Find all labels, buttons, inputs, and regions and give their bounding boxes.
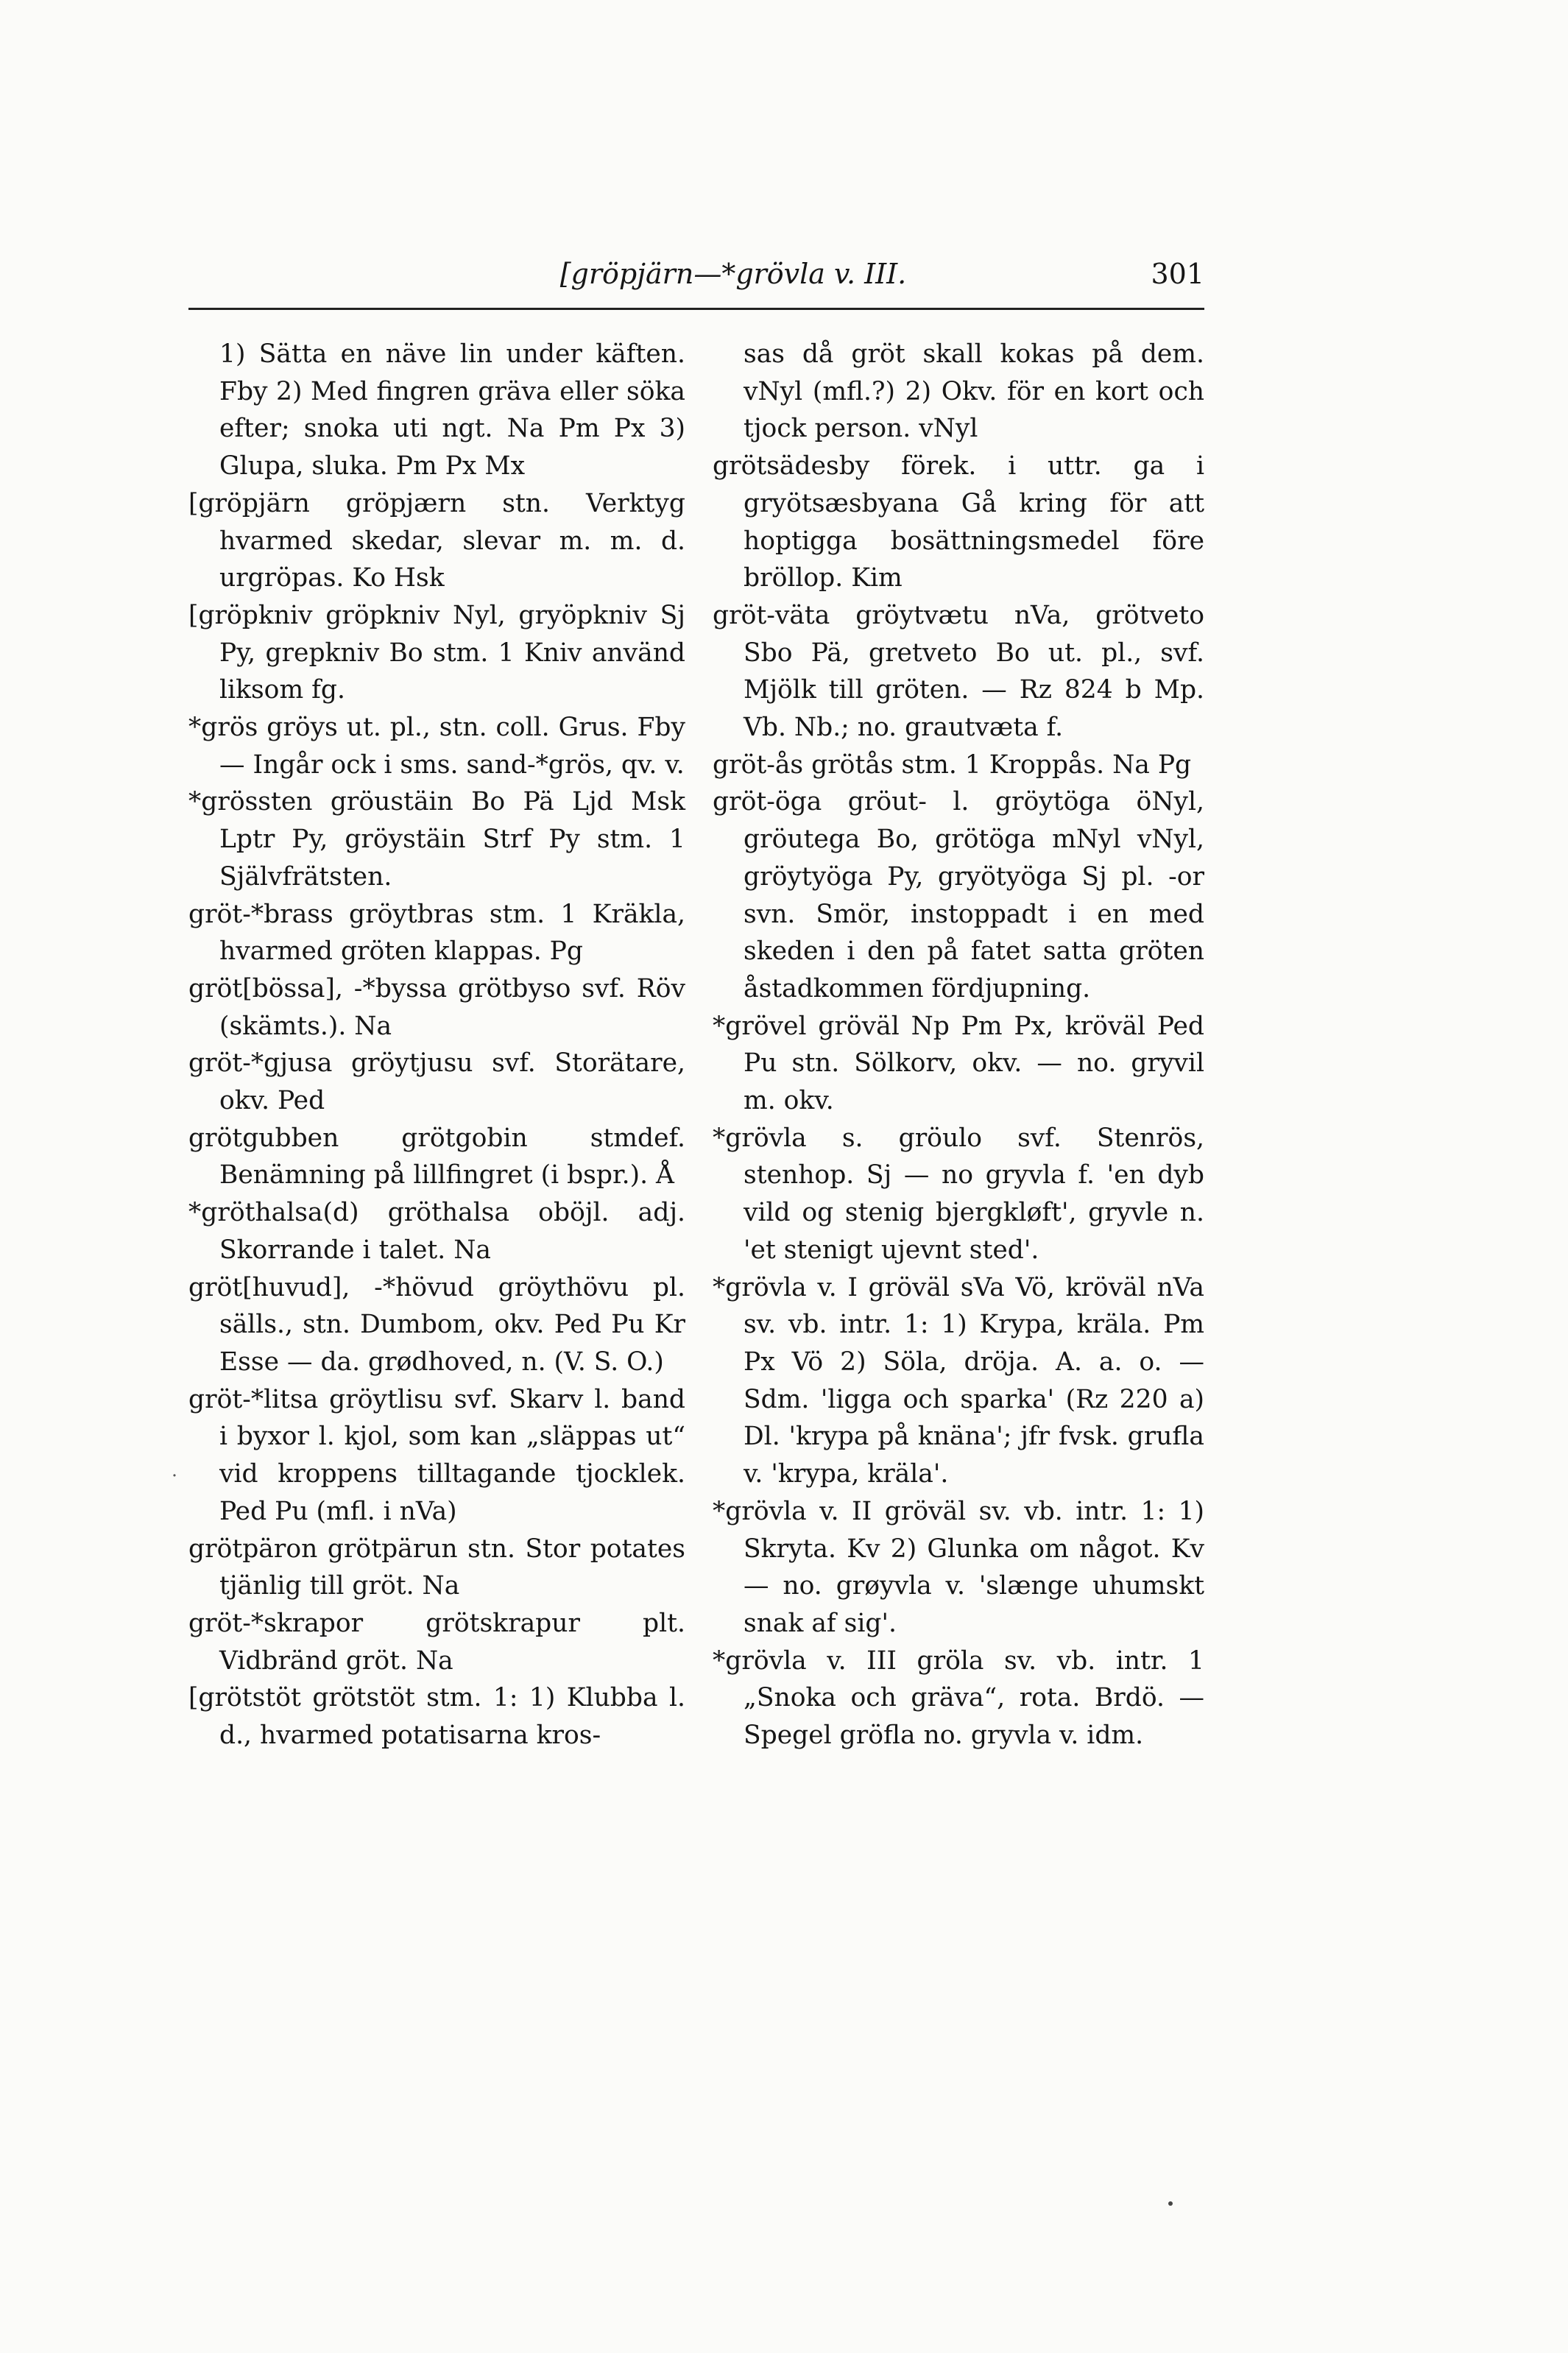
page-header: [188, 258, 1204, 302]
margin-mark: ˙: [169, 1471, 180, 1495]
dictionary-entry: *grövla v. III gröla sv. vb. intr. 1 „Snoka och gräva“, rota. Brdö. — Spegel gröfla no. gryvla v. idm.: [713, 1645, 1204, 1751]
dictionary-entry: gröt[bössa], -*byssa grötbyso svf. Röv (skämts.). Na: [188, 973, 685, 1041]
running-head: [gröpjärn—*grövla v. III.: [559, 258, 907, 290]
left-column: [188, 336, 685, 1754]
dictionary-entry: *grös gröys ut. pl., stn. coll. Grus. Fby — Ingår ock i sms. sand-*grös, qv. v.: [188, 713, 685, 780]
dictionary-entry: grötpäron grötpärun stn. Stor potates tjänlig till gröt. Na: [188, 1534, 685, 1601]
dictionary-entry: gröt-ås grötås stm. 1 Kroppås. Na Pg: [713, 749, 1192, 780]
dictionary-entry: gröt-*skrapor grötskrapur plt. Vidbränd gröt. Na: [188, 1608, 685, 1676]
header-rule: [188, 308, 1204, 310]
dictionary-entry: gröt-*litsa gröytlisu svf. Skarv l. band i byxor l. kjol, som kan „släppas ut“ vid kroppens tilltagande tjocklek. Ped Pu (mfl. i nVa): [188, 1384, 685, 1526]
dictionary-entry: [grötstöt grötstöt stm. 1: 1) Klubba l. d., hvarmed potatisarna kros-: [188, 1683, 685, 1751]
dictionary-entry: 1) Sätta en näve lin under käften. Fby 2) Med fingren gräva eller söka efter; snoka uti ngt. Na Pm Px 3) Glupa, sluka. Pm Px Mx: [219, 339, 685, 481]
dictionary-entry: gröt[huvud], -*hövud gröythövu pl. sälls., stn. Dumbom, okv. Ped Pu Kr Esse — da. grødhoved, n. (V. S. O.): [188, 1272, 685, 1377]
page-number: 301: [1151, 258, 1204, 290]
dictionary-entry: *grössten gröustäin Bo Pä Ljd Msk Lptr Py, gröystäin Strf Py stm. 1 Självfrätsten.: [188, 787, 685, 892]
ink-dot: [1168, 2201, 1173, 2206]
dictionary-entry: [gröpjärn gröpjærn stn. Verktyg hvarmed skedar, slevar m. m. d. urgröpas. Ko Hsk: [188, 488, 685, 593]
right-column: [713, 336, 1204, 1754]
dictionary-entry: *grövla v. I gröväl sVa Vö, kröväl nVa sv. vb. intr. 1: 1) Krypa, kräla. Pm Px Vö 2) Söla, dröja. A. a. o. — Sdm. 'ligga och sparka' (Rz 220 a) Dl. 'krypa på knäna'; jfr fvsk. grufla v. 'krypa, kräla'.: [713, 1272, 1204, 1489]
dictionary-entry: grötgubben grötgobin stmdef. Benämning på lillfingret (i bspr.). Å: [188, 1123, 685, 1190]
dictionary-entry: *grövla v. II gröväl sv. vb. intr. 1: 1) Skryta. Kv 2) Glunka om något. Kv — no. grøyvla v. 'slænge uhumskt snak af sig'.: [713, 1496, 1204, 1638]
dictionary-entry: gröt-väta gröytvætu nVa, grötveto Sbo Pä, gretveto Bo ut. pl., svf. Mjölk till gröten. — Rz 824 b Mp. Vb. Nb.; no. grautvæta f.: [713, 600, 1204, 743]
dictionary-entry: *grövla s. gröulo svf. Stenrös, stenhop. Sj — no gryvla f. 'en dyb vild og stenig bjergkløft', gryvle n. 'et stenigt ujevnt sted'.: [713, 1123, 1204, 1265]
dictionary-entry: grötsädesby förek. i uttr. ga i gryötsæsbyana Gå kring för att hoptigga bosättningsmedel före bröllop. Kim: [713, 451, 1204, 593]
dictionary-entry: [gröpkniv gröpkniv Nyl, gryöpkniv Sj Py, grepkniv Bo stm. 1 Kniv använd liksom fg.: [188, 600, 685, 705]
dictionary-entry: *grövel gröväl Np Pm Px, kröväl Ped Pu stn. Sölkorv, okv. — no. gryvil m. okv.: [713, 1011, 1204, 1116]
dictionary-entry: *gröthalsa(d) gröthalsa oböjl. adj. Skorrande i talet. Na: [188, 1198, 685, 1265]
dictionary-entry: sas då gröt skall kokas på dem. vNyl (mfl.?) 2) Okv. för en kort och tjock person. vNyl: [744, 339, 1204, 444]
dictionary-entry: gröt-*gjusa gröytjusu svf. Storätare, okv. Ped: [188, 1048, 685, 1116]
dictionary-entry: gröt-öga gröut- l. gröytöga öNyl, gröutega Bo, grötöga mNyl vNyl, gröytyöga Py, gryötyöga Sj pl. -or svn. Smör, instoppadt i en med skeden i den på fatet satta gröten åstadkommen fördjupning.: [713, 787, 1204, 1003]
dictionary-entry: gröt-*brass gröytbras stm. 1 Kräkla, hvarmed gröten klappas. Pg: [188, 899, 685, 967]
